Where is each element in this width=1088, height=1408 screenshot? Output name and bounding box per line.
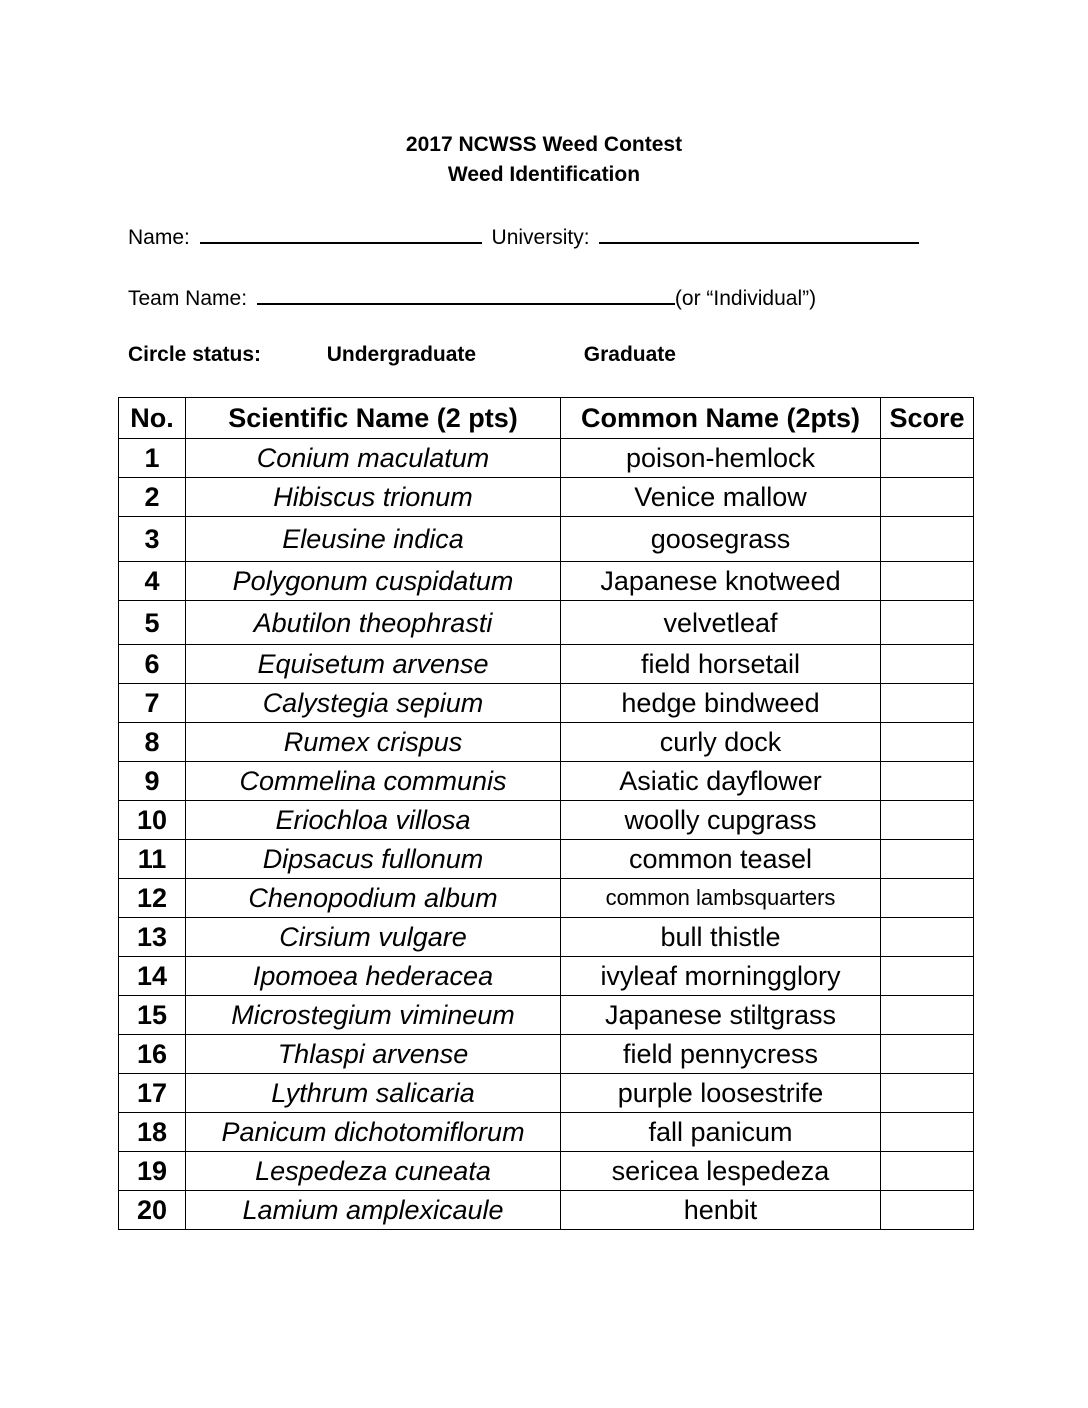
weed-identification-table [118, 397, 974, 1230]
table-row [119, 517, 974, 562]
scientific-name: Equisetum arvense [186, 645, 561, 684]
name-field[interactable] [200, 222, 482, 244]
row-number: 7 [119, 684, 186, 723]
table-row [119, 601, 974, 645]
row-number: 5 [119, 601, 186, 645]
common-name: field pennycress [561, 1035, 881, 1074]
score-cell[interactable] [881, 879, 974, 918]
score-cell[interactable] [881, 645, 974, 684]
score-cell[interactable] [881, 1191, 974, 1230]
score-cell[interactable] [881, 684, 974, 723]
status-label: Circle status: [128, 343, 262, 366]
table-row [119, 562, 974, 601]
scientific-name: Dipsacus fullonum [186, 840, 561, 879]
status-option-graduate[interactable]: Graduate [583, 343, 676, 366]
scientific-name: Lespedeza cuneata [186, 1152, 561, 1191]
score-cell[interactable] [881, 957, 974, 996]
status-option-undergraduate[interactable]: Undergraduate [326, 343, 477, 366]
common-name: Japanese stiltgrass [561, 996, 881, 1035]
common-name: common teasel [561, 840, 881, 879]
table-row [119, 1191, 974, 1230]
score-cell[interactable] [881, 601, 974, 645]
common-name: goosegrass [561, 517, 881, 562]
team-name-hint: (or “Individual”) [674, 287, 817, 310]
table-row [119, 439, 974, 478]
common-name: purple loosestrife [561, 1074, 881, 1113]
score-cell[interactable] [881, 801, 974, 840]
table-row [119, 1113, 974, 1152]
row-number: 13 [119, 918, 186, 957]
university-field[interactable] [599, 222, 919, 244]
scientific-name: Eriochloa villosa [186, 801, 561, 840]
team-name-field[interactable] [257, 283, 675, 305]
score-cell[interactable] [881, 1152, 974, 1191]
scientific-name: Eleusine indica [186, 517, 561, 562]
header-common-name: Common Name (2pts) [561, 398, 881, 439]
table-row [119, 723, 974, 762]
scientific-name: Conium maculatum [186, 439, 561, 478]
row-number: 10 [119, 801, 186, 840]
header-score: Score [881, 398, 974, 439]
common-name: field horsetail [561, 645, 881, 684]
score-cell[interactable] [881, 478, 974, 517]
common-name: poison-hemlock [561, 439, 881, 478]
score-cell[interactable] [881, 918, 974, 957]
scientific-name: Thlaspi arvense [186, 1035, 561, 1074]
scientific-name: Calystegia sepium [186, 684, 561, 723]
common-name: woolly cupgrass [561, 801, 881, 840]
table-row [119, 1152, 974, 1191]
common-name: Asiatic dayflower [561, 762, 881, 801]
table-row [119, 957, 974, 996]
common-name: fall panicum [561, 1113, 881, 1152]
status-row [128, 343, 676, 367]
row-number: 9 [119, 762, 186, 801]
score-cell[interactable] [881, 517, 974, 562]
row-number: 8 [119, 723, 186, 762]
table-row [119, 918, 974, 957]
row-number: 6 [119, 645, 186, 684]
row-number: 18 [119, 1113, 186, 1152]
scientific-name: Hibiscus trionum [186, 478, 561, 517]
table-row [119, 645, 974, 684]
table-row [119, 840, 974, 879]
header-scientific-name: Scientific Name (2 pts) [186, 398, 561, 439]
score-cell[interactable] [881, 1074, 974, 1113]
table-row [119, 996, 974, 1035]
scientific-name: Commelina communis [186, 762, 561, 801]
scientific-name: Lamium amplexicaule [186, 1191, 561, 1230]
table-row [119, 684, 974, 723]
table-header-row [119, 398, 974, 439]
score-cell[interactable] [881, 439, 974, 478]
scientific-name: Cirsium vulgare [186, 918, 561, 957]
row-number: 2 [119, 478, 186, 517]
row-number: 20 [119, 1191, 186, 1230]
table-row [119, 762, 974, 801]
score-cell[interactable] [881, 562, 974, 601]
common-name: henbit [561, 1191, 881, 1230]
score-cell[interactable] [881, 1035, 974, 1074]
scientific-name: Microstegium vimineum [186, 996, 561, 1035]
row-number: 19 [119, 1152, 186, 1191]
table-row [119, 478, 974, 517]
scientific-name: Panicum dichotomiflorum [186, 1113, 561, 1152]
page-title: 2017 NCWSS Weed Contest [405, 133, 683, 156]
page-subtitle: Weed Identification [447, 163, 641, 186]
name-label: Name: [128, 226, 190, 249]
common-name: sericea lespedeza [561, 1152, 881, 1191]
common-name: bull thistle [561, 918, 881, 957]
common-name: curly dock [561, 723, 881, 762]
row-number: 1 [119, 439, 186, 478]
common-name: velvetleaf [561, 601, 881, 645]
row-number: 3 [119, 517, 186, 562]
scientific-name: Lythrum salicaria [186, 1074, 561, 1113]
table-row [119, 801, 974, 840]
scientific-name: Rumex crispus [186, 723, 561, 762]
score-cell[interactable] [881, 840, 974, 879]
name-university-row [128, 222, 923, 250]
table-row [119, 1074, 974, 1113]
table-row [119, 1035, 974, 1074]
header-no: No. [119, 398, 186, 439]
row-number: 12 [119, 879, 186, 918]
scientific-name: Polygonum cuspidatum [186, 562, 561, 601]
team-row [128, 283, 816, 311]
row-number: 14 [119, 957, 186, 996]
row-number: 11 [119, 840, 186, 879]
row-number: 15 [119, 996, 186, 1035]
scientific-name: Ipomoea hederacea [186, 957, 561, 996]
common-name: hedge bindweed [561, 684, 881, 723]
score-cell[interactable] [881, 996, 974, 1035]
score-cell[interactable] [881, 762, 974, 801]
common-name: Japanese knotweed [561, 562, 881, 601]
scientific-name: Abutilon theophrasti [186, 601, 561, 645]
scientific-name: Chenopodium album [186, 879, 561, 918]
table-row [119, 879, 974, 918]
university-label: University: [491, 226, 590, 249]
row-number: 17 [119, 1074, 186, 1113]
score-cell[interactable] [881, 1113, 974, 1152]
row-number: 4 [119, 562, 186, 601]
common-name: common lambsquarters [561, 879, 881, 918]
score-cell[interactable] [881, 723, 974, 762]
common-name: Venice mallow [561, 478, 881, 517]
team-name-label: Team Name: [128, 287, 248, 310]
common-name: ivyleaf morningglory [561, 957, 881, 996]
row-number: 16 [119, 1035, 186, 1074]
